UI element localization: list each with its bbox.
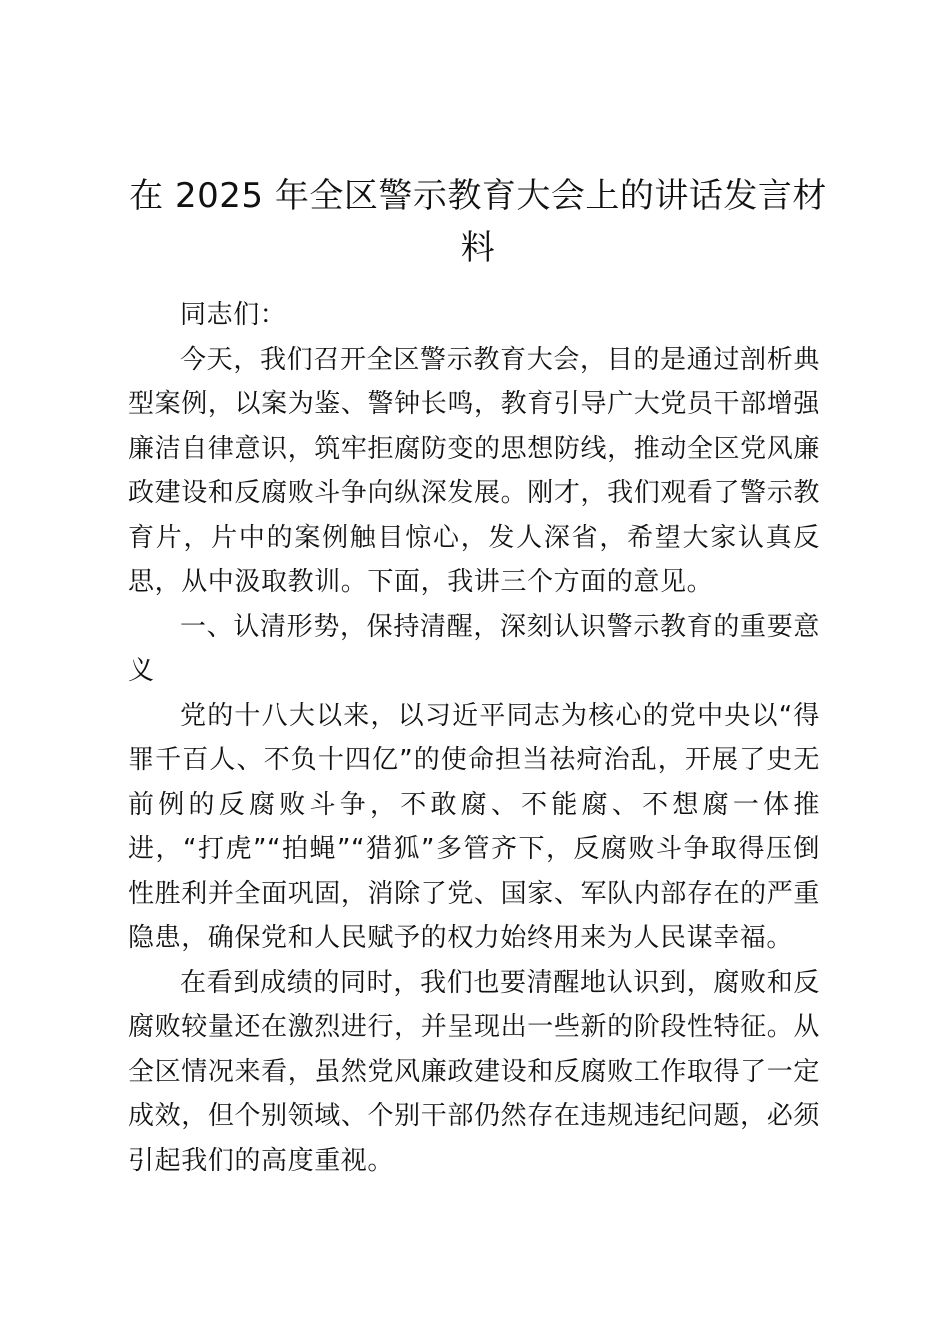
salutation: 同志们：: [180, 300, 287, 330]
document-body: [128, 293, 820, 1183]
document-title: 在 2025 年全区警示教育大会上的讲话发言材料: [129, 176, 827, 268]
section-heading-1: 一、认清形势，保持清醒，深刻认识警示教育的重要意义: [128, 611, 820, 686]
paragraph-intro: 今天，我们召开全区警示教育大会，目的是通过剖析典型案例，以案为鉴、警钟长鸣，教育引导广大党员干部增强廉洁自律意识，筑牢拒腐防变的思想防线，推动全区党风廉政建设和反腐败斗争向纵深发展。刚才，我们观看了警示教育片，片中的案例触目惊心，发人深省，希望大家认真反思，从中汲取教训。下面，我讲三个方面的意见。: [128, 344, 820, 597]
paragraph-achievements: 党的十八大以来，以习近平同志为核心的党中央以“得罪千百人、不负十四亿”的使命担当祛疴治乱，开展了史无前例的反腐败斗争，不敢腐、不能腐、不想腐一体推进，“打虎”“拍蝇”“猎狐”多管齐下，反腐败斗争取得压倒性胜利并全面巩固，消除了党、国家、军队内部存在的严重隐患，确保党和人民赋予的权力始终用来为人民谋幸福。: [128, 700, 820, 953]
paragraph-situation: 在看到成绩的同时，我们也要清醒地认识到，腐败和反腐败较量还在激烈进行，并呈现出一些新的阶段性特征。从全区情况来看，虽然党风廉政建设和反腐败工作取得了一定成效，但个别领域、个别干部仍然存在违规违纪问题，必须引起我们的高度重视。: [128, 967, 820, 1176]
